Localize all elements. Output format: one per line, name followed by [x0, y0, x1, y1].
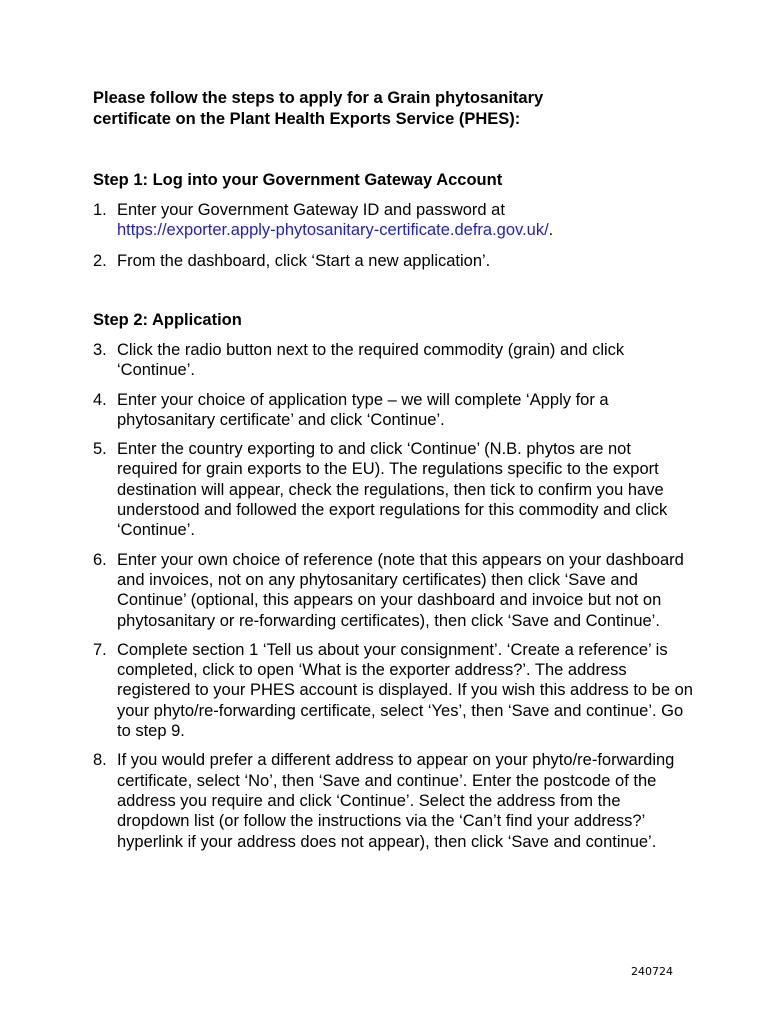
- item-number: 2.: [93, 251, 107, 270]
- item-number: 6.: [93, 550, 107, 569]
- item-text: Enter your choice of application type – we will complete ‘Apply for a phytosanitary certificate’ and click ‘Continue’.: [117, 390, 609, 429]
- item-number: 5.: [93, 440, 107, 459]
- list-item: [93, 750, 693, 851]
- link-trailing-punctuation: .: [548, 221, 554, 240]
- item-text: Enter your Government Gateway ID and password at: [117, 201, 505, 219]
- document-code: 240724: [631, 965, 673, 978]
- step-2-heading: Step 2: Application: [93, 311, 242, 329]
- item-text: From the dashboard, click ‘Start a new application’.: [117, 251, 491, 270]
- phes-exporter-link[interactable]: https://exporter.apply-phytosanitary-certificate.defra.gov.uk/: [117, 221, 549, 240]
- item-number: 4.: [93, 390, 107, 409]
- title-line-1: Please follow the steps to apply for a Grain phytosanitary: [93, 89, 544, 107]
- item-number: 3.: [93, 341, 107, 359]
- item-text: Enter the country exporting to and click ‘Continue’ (N.B. phytos are not required for grain exports to the EU). The regulations specific to the export destination will appear, check the regulations, then tick to confirm you have understood and followed the export regulations for this commodity and click ‘Continue’.: [117, 440, 668, 540]
- list-item: [93, 200, 693, 241]
- item-number: 1.: [93, 201, 107, 219]
- list-item: [93, 640, 693, 741]
- title-line-2: certificate on the Plant Health Exports Service (PHES):: [93, 110, 521, 128]
- step-1-list: [93, 200, 693, 271]
- step-1-heading: Step 1: Log into your Government Gateway Account: [93, 171, 503, 189]
- item-text: Enter your own choice of reference (note that this appears on your dashboard and invoices, not on any phytosanitary certificates) then click ‘Save and Continue’ (optional, this appears on your dashboard and invoice but not on phytosanitary or re-forwarding certificates), then click ‘Save and Continue’.: [117, 550, 684, 630]
- item-number: 7.: [93, 640, 107, 659]
- list-item: [93, 390, 693, 431]
- step-2-list: [93, 340, 693, 852]
- list-item: [93, 439, 693, 540]
- document-title: [93, 88, 713, 130]
- list-item: [93, 340, 693, 381]
- list-item: [93, 550, 693, 631]
- item-text: Click the radio button next to the required commodity (grain) and click ‘Continue’.: [117, 341, 625, 380]
- item-number: 8.: [93, 751, 107, 770]
- list-item: [93, 251, 693, 271]
- item-text: Complete section 1 ‘Tell us about your consignment’. ‘Create a reference’ is completed, click to open ‘What is the exporter address?’. The address registered to your PHES account is displayed. If you wish this address to be on your phyto/re-forwarding certificate, select ‘Yes’, then ‘Save and continue’. Go to step 9.: [117, 640, 693, 741]
- item-text: If you would prefer a different address to appear on your phyto/re-forwarding certificate, select ‘No’, then ‘Save and continue’. Enter the postcode of the address you require and click ‘Continue’. Select the address from the dropdown list (or follow the instructions via the ‘Can’t find your address?’ hyperlink if your address does not appear), then click ‘Save and continue’.: [117, 751, 675, 851]
